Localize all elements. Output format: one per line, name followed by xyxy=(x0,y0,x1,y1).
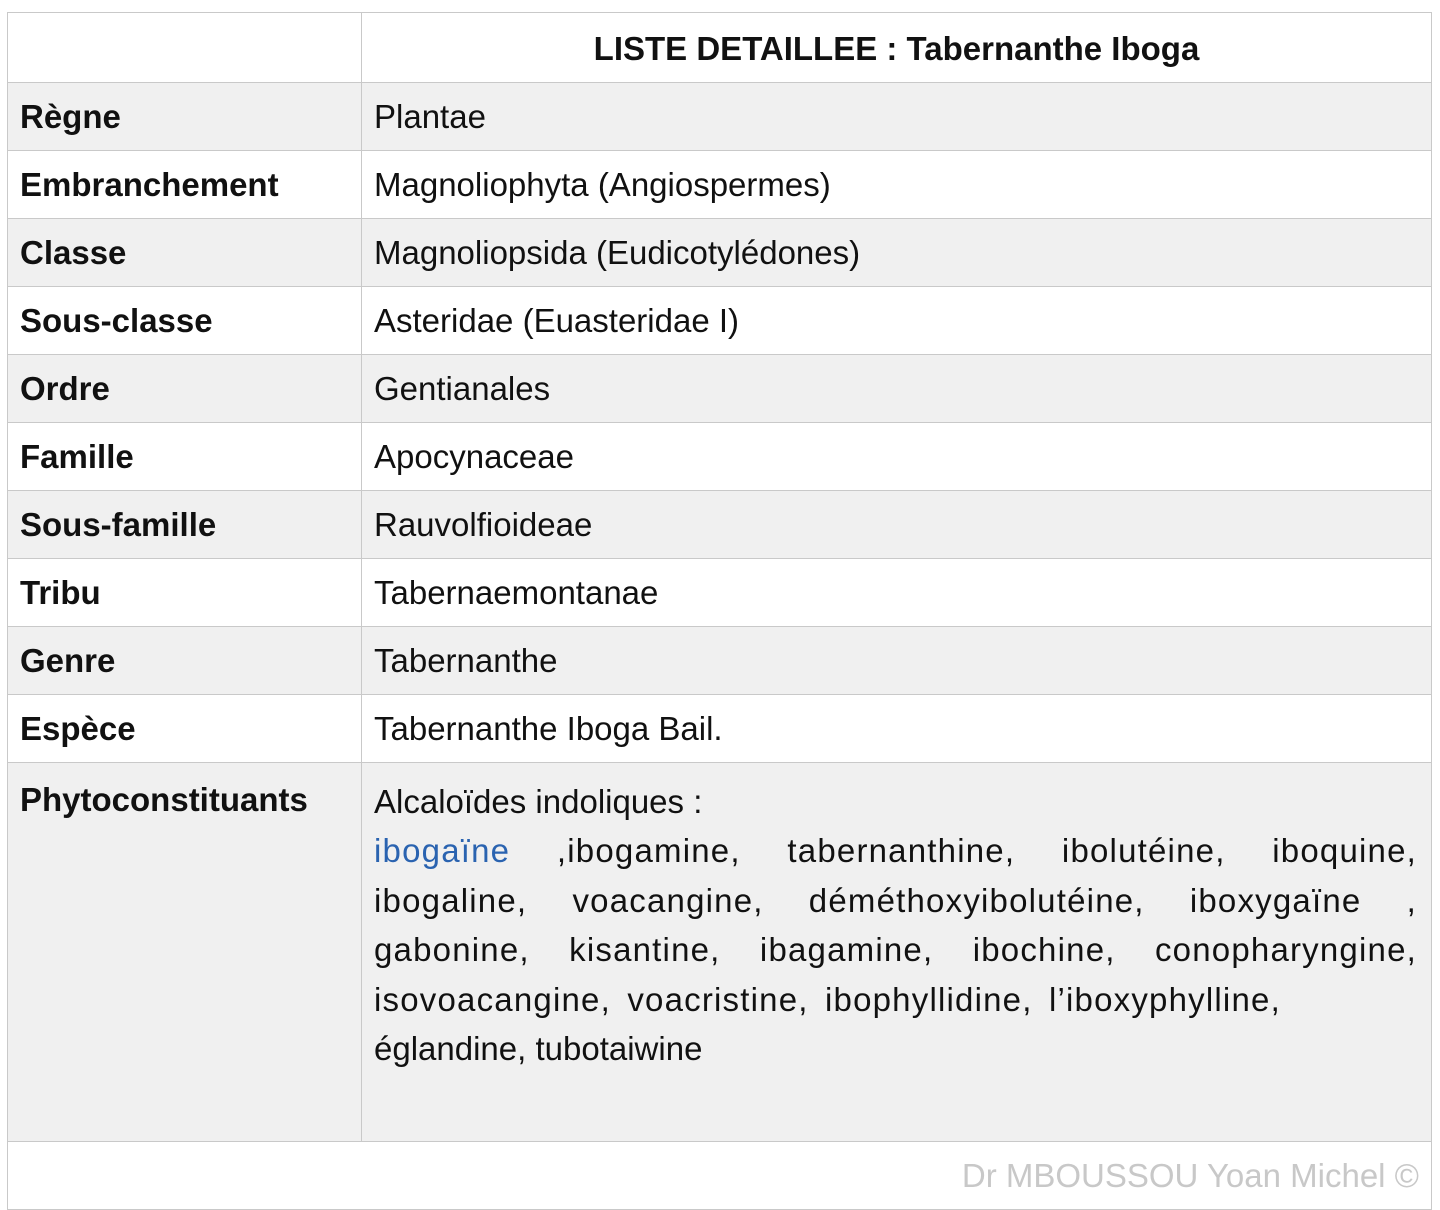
table-row-genre xyxy=(8,627,1432,695)
taxonomy-table xyxy=(7,12,1432,1210)
row-label: Genre xyxy=(8,627,362,695)
row-label: Ordre xyxy=(8,355,362,423)
table-row-sous-classe xyxy=(8,287,1432,355)
row-value: Tabernaemontanae xyxy=(362,559,1432,627)
header-empty-cell xyxy=(8,13,362,83)
phyto-list xyxy=(374,826,1419,1024)
row-value: Apocynaceae xyxy=(362,423,1432,491)
table-row-phytoconstituants xyxy=(8,763,1432,1142)
phyto-intro: Alcaloïdes indoliques : xyxy=(374,783,703,820)
table-row-espece xyxy=(8,695,1432,763)
row-label: Embranchement xyxy=(8,151,362,219)
copyright-footer: Dr MBOUSSOU Yoan Michel © xyxy=(8,1142,1432,1210)
row-label: Phytoconstituants xyxy=(8,763,362,1142)
phyto-value xyxy=(362,763,1432,1142)
row-label: Espèce xyxy=(8,695,362,763)
table-row-tribu xyxy=(8,559,1432,627)
table-row-embranchement xyxy=(8,151,1432,219)
phyto-highlight: ibogaïne xyxy=(374,832,511,869)
row-label: Tribu xyxy=(8,559,362,627)
table-row-ordre xyxy=(8,355,1432,423)
row-value: Plantae xyxy=(362,83,1432,151)
row-value: Tabernanthe xyxy=(362,627,1432,695)
row-label: Sous-famille xyxy=(8,491,362,559)
row-value: Asteridae (Euasteridae I) xyxy=(362,287,1432,355)
row-value: Tabernanthe Iboga Bail. xyxy=(362,695,1432,763)
row-value: Magnoliopsida (Eudicotylédones) xyxy=(362,219,1432,287)
row-label: Famille xyxy=(8,423,362,491)
row-value: Rauvolfioideae xyxy=(362,491,1432,559)
table-row-sous-famille xyxy=(8,491,1432,559)
row-label: Classe xyxy=(8,219,362,287)
row-value: Magnoliophyta (Angiospermes) xyxy=(362,151,1432,219)
row-label: Règne xyxy=(8,83,362,151)
row-value: Gentianales xyxy=(362,355,1432,423)
table-header-row xyxy=(8,13,1432,83)
table-row-regne xyxy=(8,83,1432,151)
table-row-famille xyxy=(8,423,1432,491)
row-label: Sous-classe xyxy=(8,287,362,355)
table-row-classe xyxy=(8,219,1432,287)
phyto-rest: ,ibogamine, tabernanthine, ibolutéine, iboquine, ibogaline, voacangine, déméthoxyibolutéine, iboxygaïne , gabonine, kisantine, ibagamine, ibochine, conopharyngine, isovoacangine, voacristine, ibophyllidine, l’iboxyphylline, xyxy=(374,832,1417,1018)
table-title: LISTE DETAILLEE : Tabernanthe Iboga xyxy=(362,13,1432,83)
table-footer-row xyxy=(8,1142,1432,1210)
phyto-last: églandine, tubotaiwine xyxy=(374,1030,703,1068)
